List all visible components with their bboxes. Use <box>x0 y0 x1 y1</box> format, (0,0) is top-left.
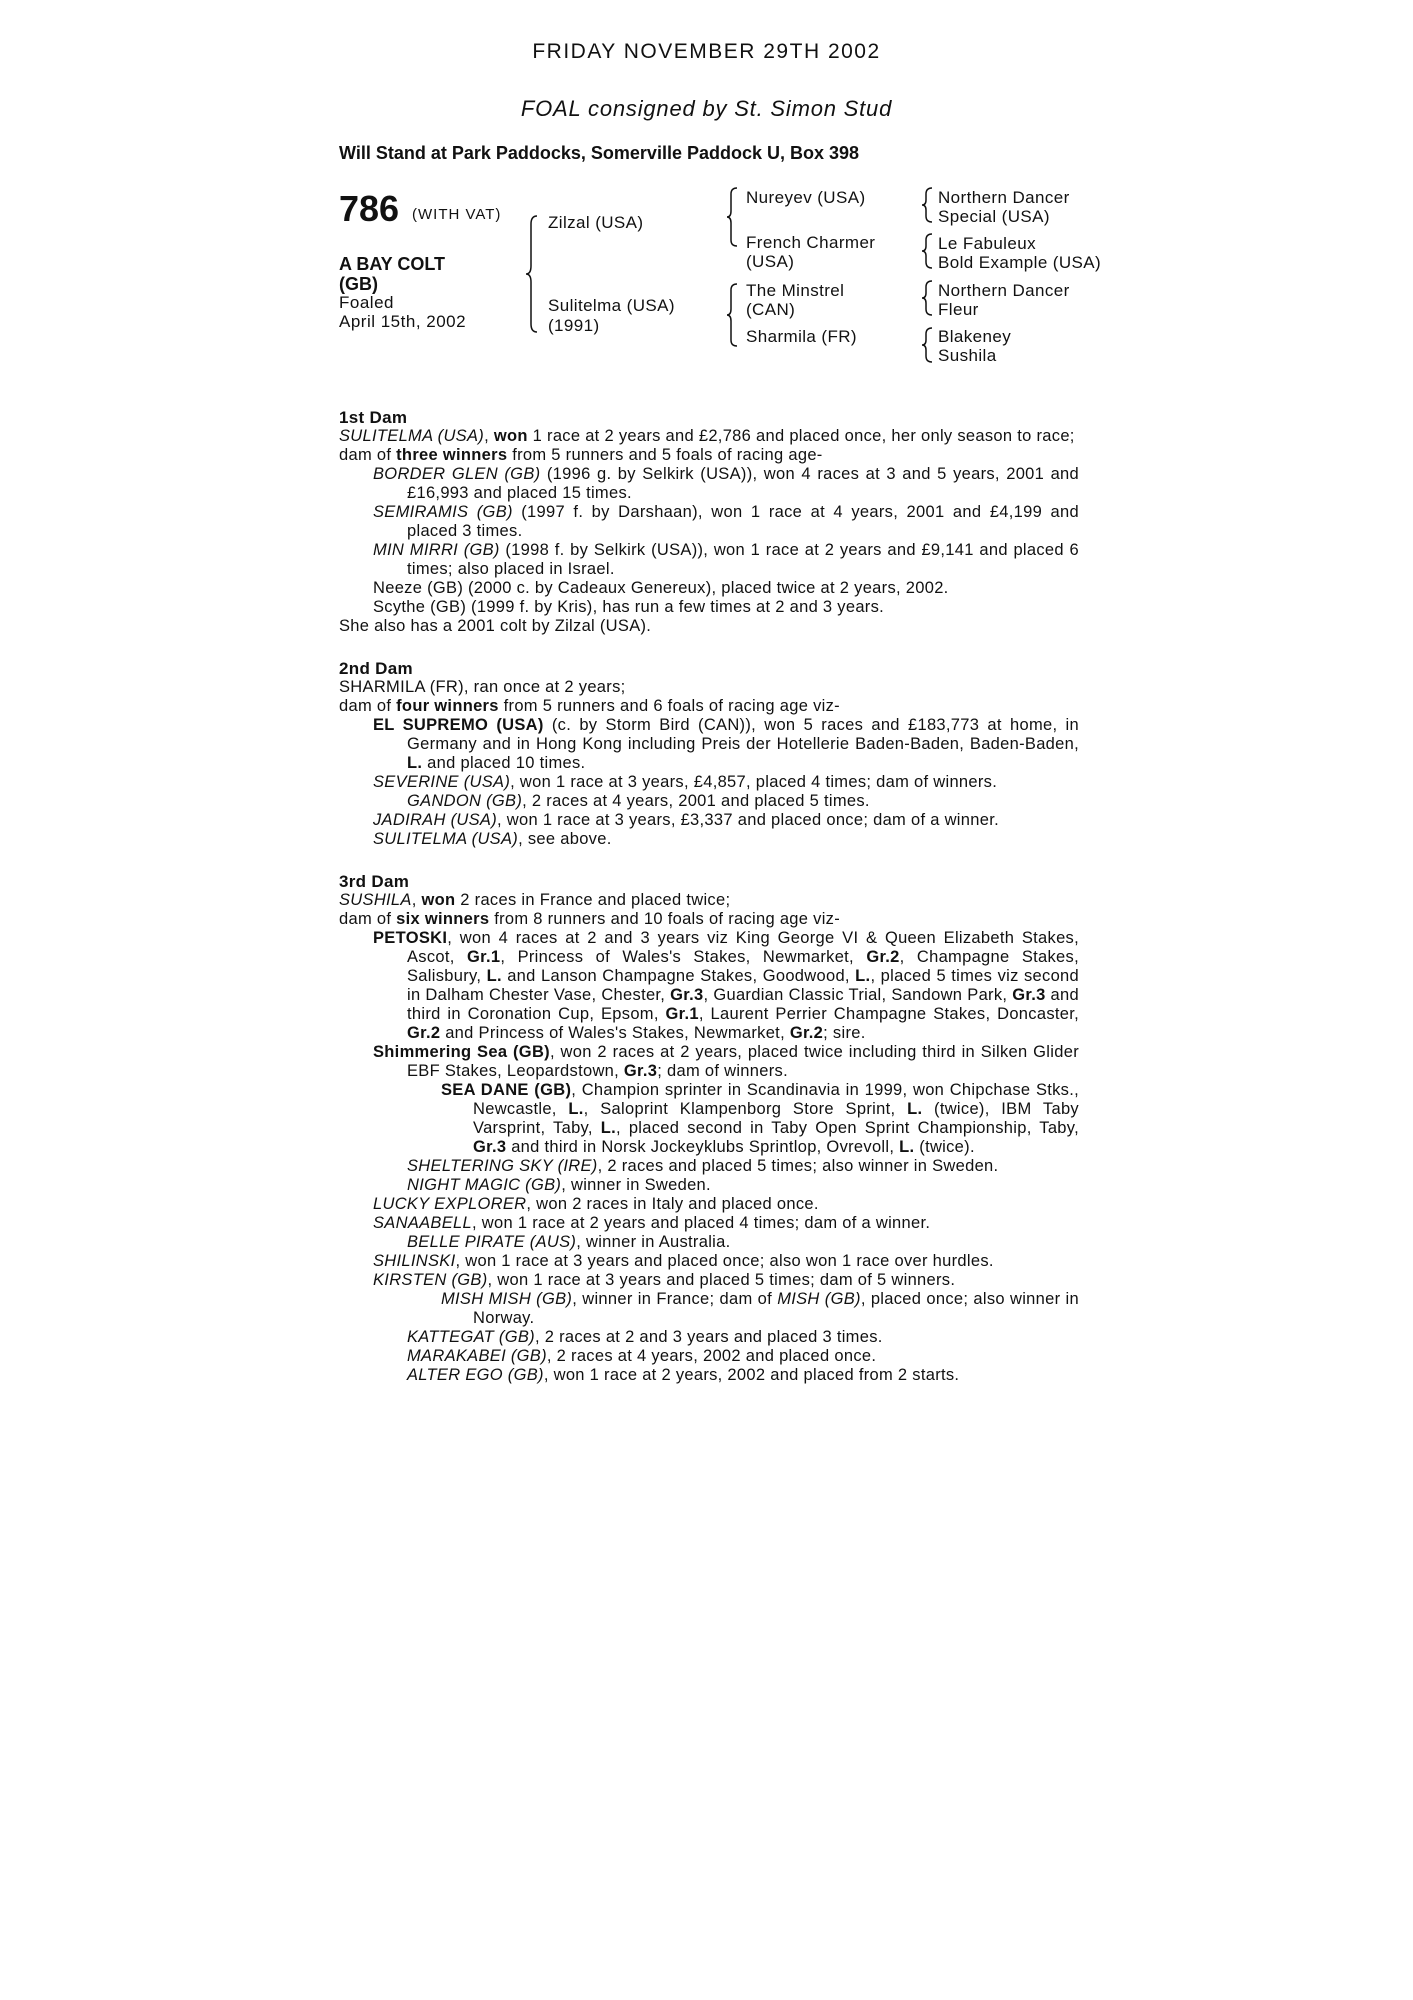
foaled-date: April 15th, 2002 <box>339 312 467 331</box>
vat-note: (WITH VAT) <box>412 206 502 223</box>
produce-entry: MARAKABEI (GB), 2 races at 4 years, 2002 and placed once. <box>407 1347 877 1365</box>
produce-entry: MISH MISH (GB), winner in France; dam of MISH (GB), placed once; also winner in Norway. <box>441 1290 1079 1327</box>
first-dam-closing: She also has a 2001 colt by Zilzal (USA). <box>339 617 652 635</box>
pedigree-g3-2: Special (USA) <box>938 207 1050 226</box>
pedigree-g3-8: Sushila <box>938 346 997 365</box>
produce-entry: KIRSTEN (GB), won 1 race at 3 years and placed 5 times; dam of 5 winners. <box>373 1271 956 1289</box>
produce-entry: PETOSKI, won 4 races at 2 and 3 years viz King George VI & Queen Elizabeth Stakes, Ascot, Gr.1, Princess of Wales's Stakes, Newmarket, Gr.2, Champagne Stakes, Salisbury, L. and Lanson Champagne Stakes, Goodwood, L., placed 5 times viz second in Dalham Chester Vase, Chester, Gr.3, Guardian Classic Trial, Sandown Park, Gr.3 and third in Coronation Cup, Epsom, Gr.1, Laurent Perrier Champagne Stakes, Doncaster, Gr.2 and Princess of Wales's Stakes, Newmarket, Gr.2; sire. <box>373 929 1079 1042</box>
pedigree-brace-dam <box>726 282 740 348</box>
horse-name: SULITELMA (USA) <box>339 427 485 445</box>
produce-entry: NIGHT MAGIC (GB), winner in Sweden. <box>407 1176 711 1194</box>
third-dam-summary: dam of six winners from 8 runners and 10 foals of racing age viz- <box>339 910 841 928</box>
produce-entry: ALTER EGO (GB), won 1 race at 2 years, 2002 and placed from 2 starts. <box>407 1366 960 1384</box>
produce-entry: JADIRAH (USA), won 1 race at 3 years, £3,337 and placed once; dam of a winner. <box>373 811 999 829</box>
pedigree-sire-dam-origin: (USA) <box>746 252 795 271</box>
produce-entry: Scythe (GB) (1999 f. by Kris), has run a few times at 2 and 3 years. <box>373 598 885 616</box>
produce-entry: SHILINSKI, won 1 race at 3 years and placed once; also won 1 race over hurdles. <box>373 1252 994 1270</box>
produce-entry: KATTEGAT (GB), 2 races at 2 and 3 years and placed 3 times. <box>407 1328 883 1346</box>
produce-entry: Shimmering Sea (GB), won 2 races at 2 years, placed twice including third in Silken Glider EBF Stakes, Leopardstown, Gr.3; dam of winners. <box>373 1043 1079 1080</box>
pedigree-g3-5: Northern Dancer <box>938 281 1070 300</box>
stand-location: Will Stand at Park Paddocks, Somerville Paddock U, Box 398 <box>339 143 860 163</box>
pedigree-dam-dam: Sharmila (FR) <box>746 327 857 346</box>
produce-entry: SEMIRAMIS (GB) (1997 f. by Darshaan), won 1 race at 4 years, 2001 and £4,199 and placed 3 times. <box>373 503 1079 540</box>
produce-entry: LUCKY EXPLORER, won 2 races in Italy and placed once. <box>373 1195 819 1213</box>
lot-origin: (GB) <box>339 274 378 294</box>
lot-description: A BAY COLT <box>339 254 446 274</box>
pedigree-g3-1: Northern Dancer <box>938 188 1070 207</box>
pedigree-sire-dam: French Charmer <box>746 233 876 252</box>
produce-entry: GANDON (GB), 2 races at 4 years, 2001 and placed 5 times. <box>407 792 870 810</box>
pedigree-brace-g2 <box>921 232 935 270</box>
pedigree-dam: Sulitelma (USA) <box>548 296 675 315</box>
second-dam-intro: SHARMILA (FR), ran once at 2 years; <box>339 678 626 696</box>
produce-entry: SANAABELL, won 1 race at 2 years and placed 4 times; dam of a winner. <box>373 1214 931 1232</box>
pedigree-g3-3: Le Fabuleux <box>938 234 1036 253</box>
produce-entry: BELLE PIRATE (AUS), winner in Australia. <box>407 1233 731 1251</box>
produce-entry: SEA DANE (GB), Champion sprinter in Scandinavia in 1999, won Chipchase Stks., Newcastle, L., Saloprint Klampenborg Store Sprint, L. (twice), IBM Taby Varsprint, Taby, L., placed second in Taby Open Sprint Championship, Taby, Gr.3 and third in Norsk Jockeyklubs Sprintlop, Ovrevoll, L. (twice). <box>441 1081 1080 1156</box>
sale-date: FRIDAY NOVEMBER 29TH 2002 <box>532 40 881 63</box>
foaled-label: Foaled <box>339 293 394 312</box>
pedigree-dam-sire: The Minstrel <box>746 281 845 300</box>
produce-entry: Neeze (GB) (2000 c. by Cadeaux Genereux), placed twice at 2 years, 2002. <box>373 579 949 597</box>
pedigree-brace-g4 <box>921 326 935 364</box>
pedigree-g3-4: Bold Example (USA) <box>938 253 1102 272</box>
third-dam-heading: 3rd Dam <box>339 872 410 891</box>
first-dam-intro: SULITELMA (USA), won 1 race at 2 years and £2,786 and placed once, her only season to race; <box>339 427 1075 445</box>
third-dam-intro: SUSHILA, won 2 races in France and placed twice; <box>339 891 731 909</box>
first-dam-summary: dam of three winners from 5 runners and 5 foals of racing age- <box>339 446 823 464</box>
lot-number: 786 <box>339 188 400 229</box>
consignment-line: FOAL consigned by St. Simon Stud <box>520 96 893 121</box>
pedigree-brace-sire <box>726 186 740 248</box>
produce-entry: EL SUPREMO (USA) (c. by Storm Bird (CAN)), won 5 races and £183,773 at home, in Germany and in Hong Kong including Preis der Hotellerie Baden-Baden, Baden-Baden, L. and placed 10 times. <box>373 716 1080 772</box>
second-dam-summary: dam of four winners from 5 runners and 6 foals of racing age viz- <box>339 697 840 715</box>
second-dam-heading: 2nd Dam <box>339 659 413 678</box>
pedigree-brace-main <box>525 214 541 334</box>
pedigree-dam-sire-origin: (CAN) <box>746 300 796 319</box>
pedigree-sire: Zilzal (USA) <box>548 213 644 232</box>
first-dam-heading: 1st Dam <box>339 408 408 427</box>
pedigree-sire-sire: Nureyev (USA) <box>746 188 866 207</box>
produce-entry: MIN MIRRI (GB) (1998 f. by Selkirk (USA)), won 1 race at 2 years and £9,141 and placed 6 times; also placed in Israel. <box>373 541 1080 578</box>
pedigree-brace-g3 <box>921 279 935 317</box>
produce-entry: SULITELMA (USA), see above. <box>373 830 612 848</box>
produce-entry: BORDER GLEN (GB) (1996 g. by Selkirk (USA)), won 4 races at 3 and 5 years, 2001 and £16,993 and placed 15 times. <box>373 465 1079 502</box>
dam-history <box>339 408 1079 1385</box>
produce-entry: SHELTERING SKY (IRE), 2 races and placed 5 times; also winner in Sweden. <box>407 1157 999 1175</box>
pedigree-g3-7: Blakeney <box>938 327 1012 346</box>
produce-entry: SEVERINE (USA), won 1 race at 3 years, £4,857, placed 4 times; dam of winners. <box>373 773 998 791</box>
pedigree-g3-6: Fleur <box>938 300 979 319</box>
pedigree-brace-g1 <box>921 186 935 224</box>
pedigree-dam-year: (1991) <box>548 316 600 335</box>
